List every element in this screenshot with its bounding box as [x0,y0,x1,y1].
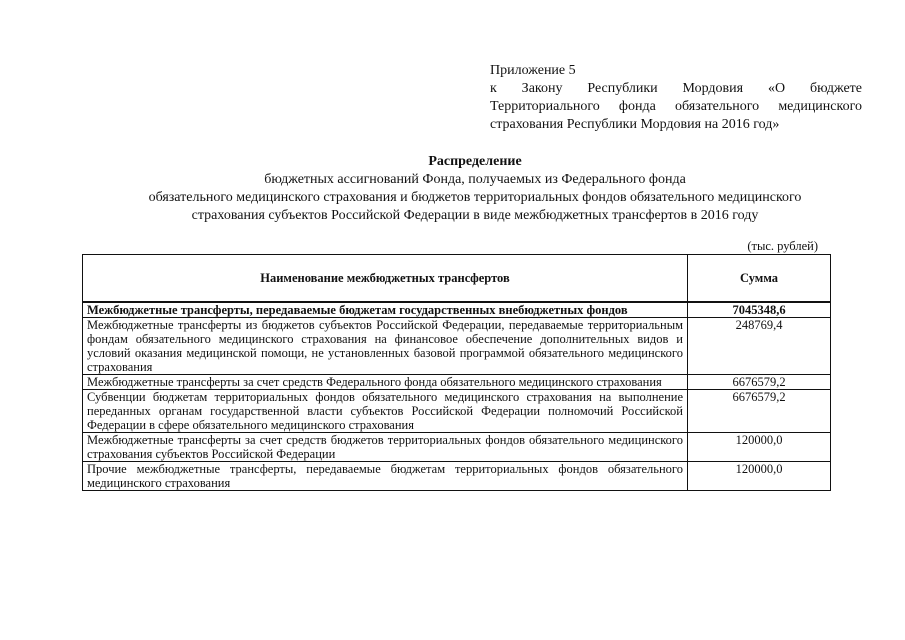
header-name: Наименование межбюджетных трансфертов [83,255,688,303]
row-sum: 120000,0 [688,462,831,491]
heading-line-2: обязательного медицинского страхования и бюджетов территориальных фондов обязательного медицинского [148,190,802,205]
row-sum: 248769,4 [688,318,831,375]
document-title: Распределение [428,154,522,169]
table-row [83,390,831,433]
table-row [83,462,831,491]
row-sum: 7045348,6 [688,302,831,318]
header-sum: Сумма [688,255,831,303]
row-name: Межбюджетные трансферты, передаваемые бюджетам государственных внебюджетных фондов [83,302,688,318]
row-name: Межбюджетные трансферты из бюджетов субъектов Российской Федерации, передаваемые территориальным фондам обязательного медицинского страхования на финансовое обеспечение дополнительных видов и условий оказания медицинской помощи, не установленных базовой программой обязательного медицинского страхования [83,318,688,375]
row-sum: 120000,0 [688,433,831,462]
annex-law-reference: к Закону Республики Мордовия «О бюджете Территориального фонда обязательного медицинского страхования Республики Мордовия на 2016 год» [490,81,862,132]
heading-line-3: страхования субъектов Российской Федерации в виде межбюджетных трансфертов в 2016 году [191,208,759,223]
row-name: Субвенции бюджетам территориальных фондов обязательного медицинского страхования на выполнение переданных органам государственной власти субъектов Российской Федерации полномочий Российской Федерации в сфере обязательного медицинского страхования [83,390,688,433]
document-heading [90,153,860,225]
annex-number: Приложение 5 [490,63,576,78]
table-header-row [83,255,831,303]
table-row-total [83,302,831,318]
heading-line-1: бюджетных ассигнований Фонда, получаемых из Федерального фонда [264,172,686,187]
table-row [83,375,831,390]
table-row [83,433,831,462]
row-name: Межбюджетные трансферты за счет средств бюджетов территориальных фондов обязательного медицинского страхования субъектов Российской Федерации [83,433,688,462]
table-row [83,318,831,375]
row-sum: 6676579,2 [688,390,831,433]
transfers-table [82,254,831,491]
annex-reference [490,62,862,134]
row-name: Межбюджетные трансферты за счет средств Федерального фонда обязательного медицинского страхования [83,375,688,390]
units-label: (тыс. рублей) [747,239,818,253]
row-sum: 6676579,2 [688,375,831,390]
row-name: Прочие межбюджетные трансферты, передаваемые бюджетам территориальных фондов обязательного медицинского страхования [83,462,688,491]
